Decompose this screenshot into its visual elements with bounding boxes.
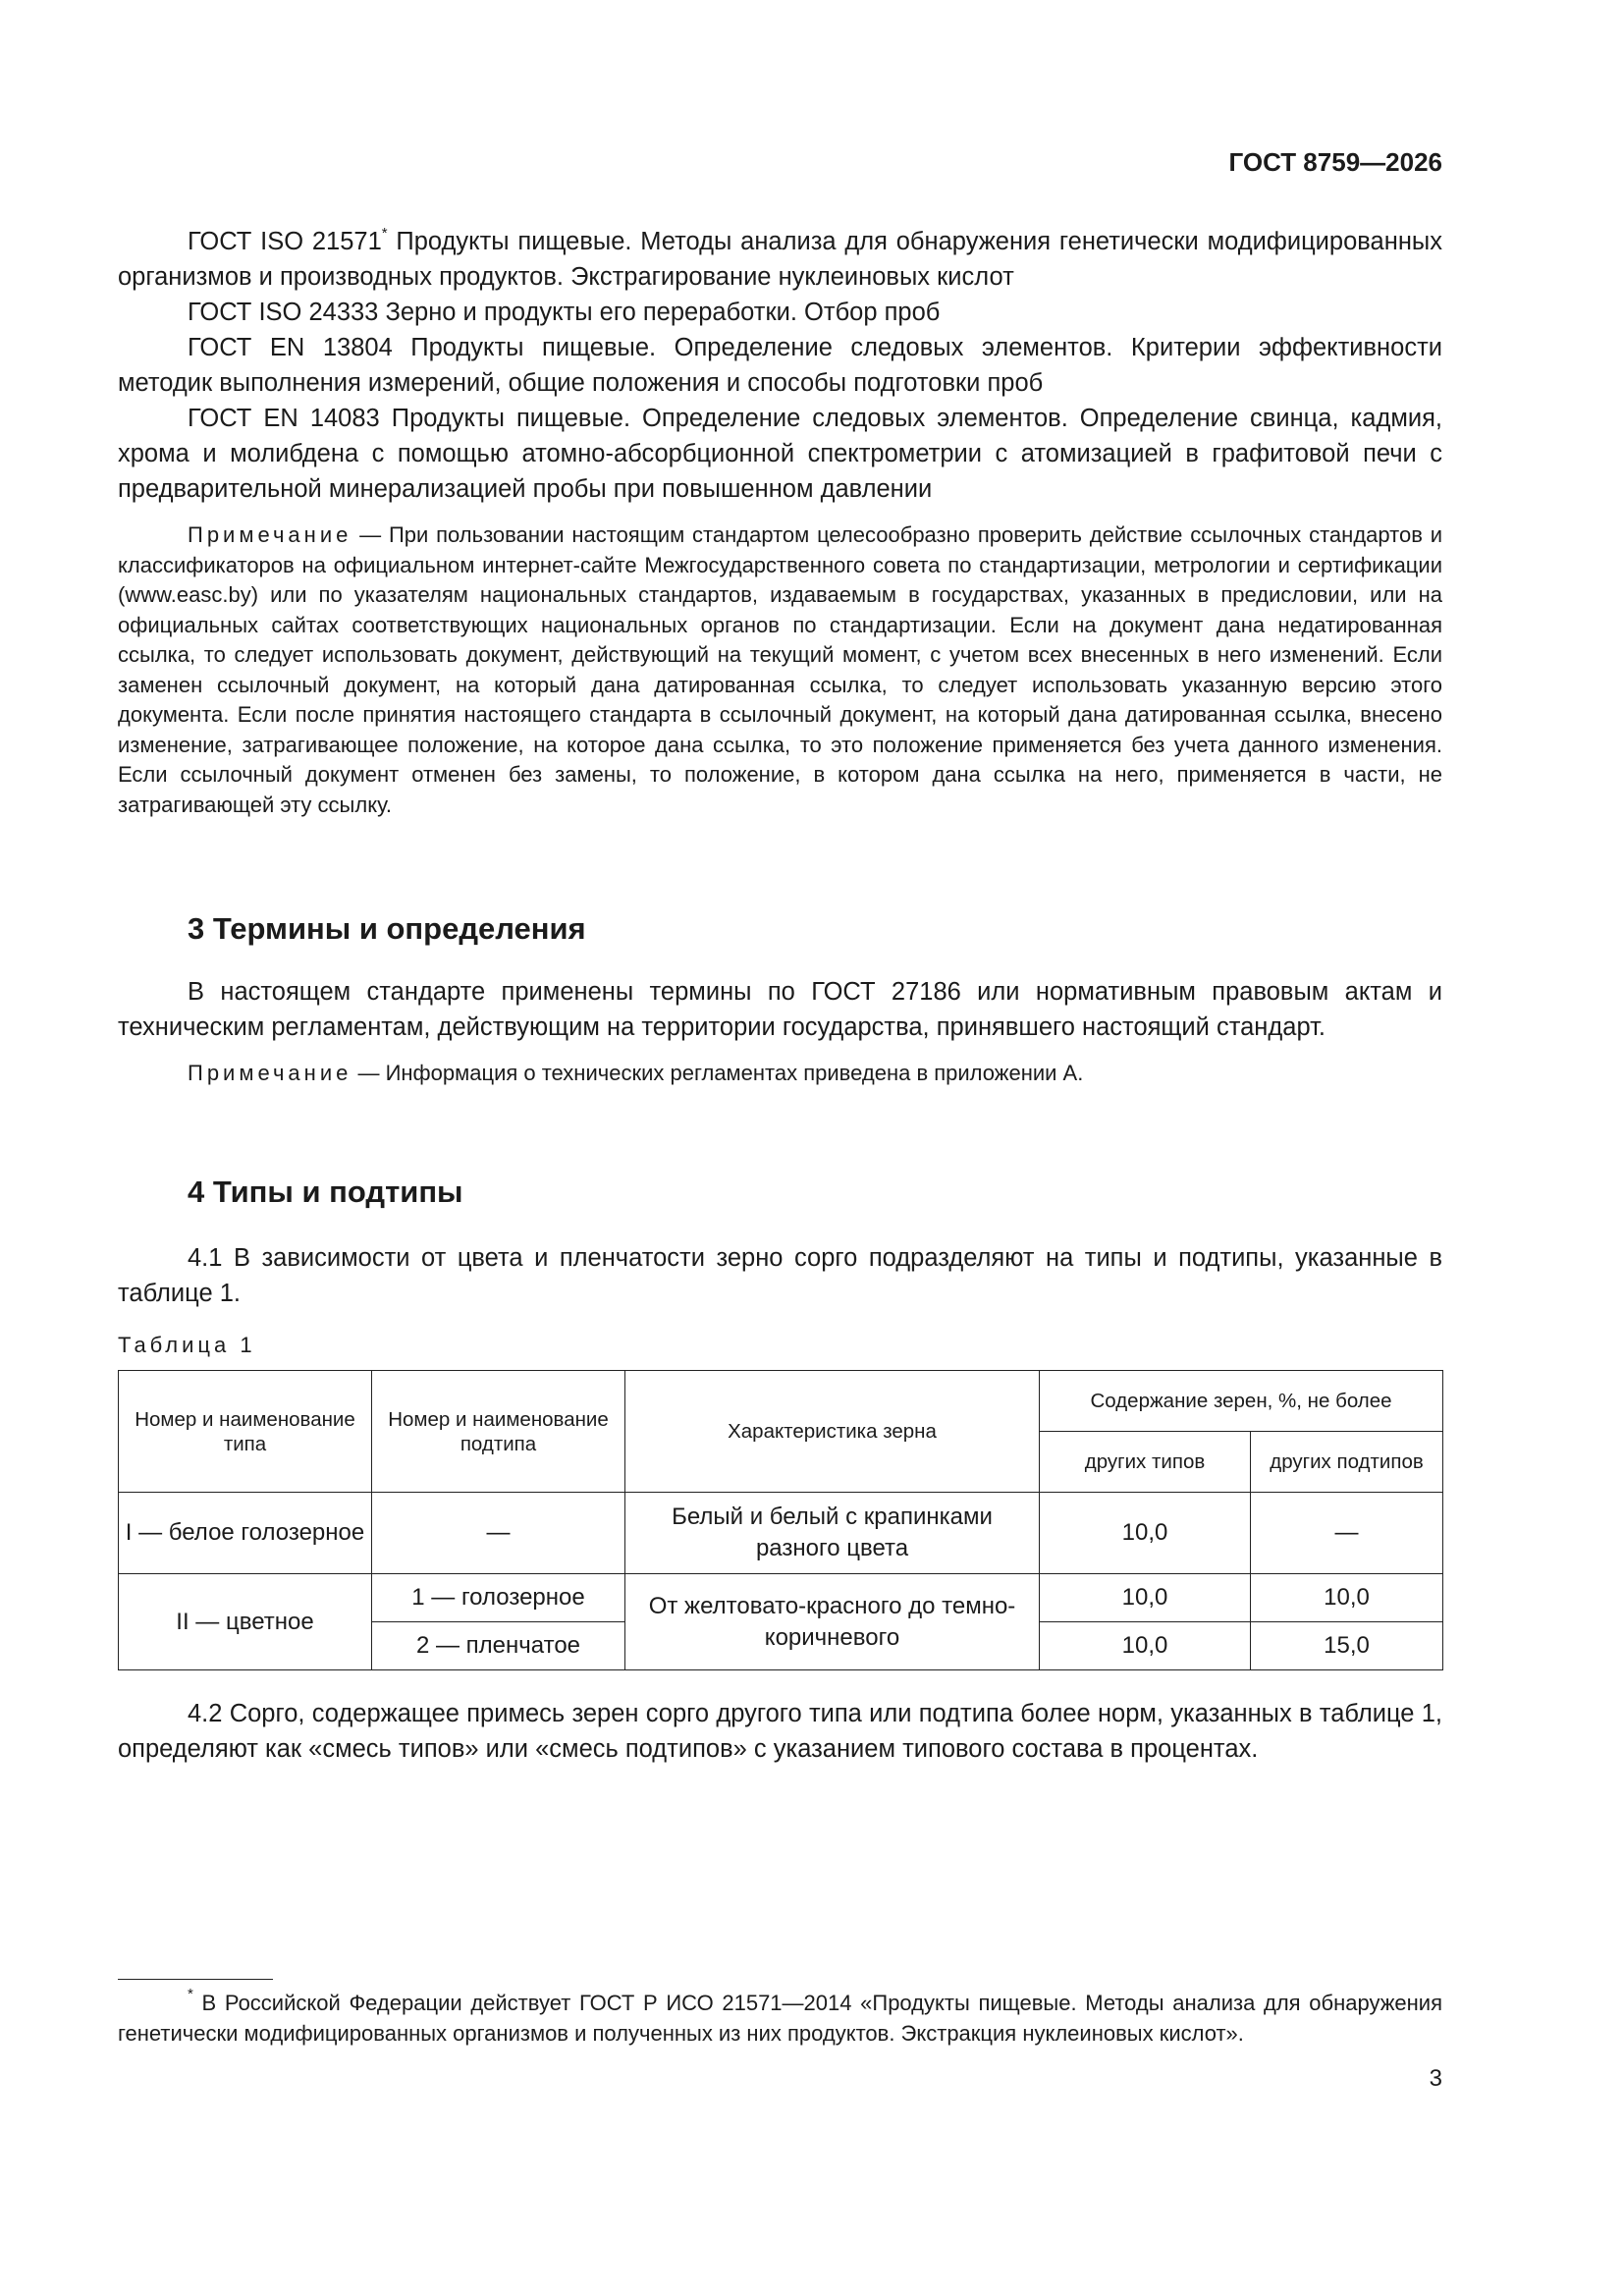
footnote bbox=[118, 1986, 1442, 2049]
note-label: Примечание bbox=[188, 1061, 352, 1085]
note-label: Примечание bbox=[188, 522, 352, 547]
table-caption: Таблица 1 bbox=[118, 1333, 256, 1357]
section-heading: 4 Типы и подтипы bbox=[188, 1175, 463, 1209]
header-cell: других подтипов bbox=[1251, 1432, 1443, 1493]
note-text: — При пользовании настоящим стандартом целесообразно проверить действие ссылочных стандартов и классификаторов на официальном интернет-сайте Межгосударственного совета по стандартизации, метрологии и сертификации (www.easc.by) или по указателям национальных стандартов, издаваемым в государствах, указанных в предисловии, или на официальных сайтах соответствующих национальных органов по стандартизации. Если на документ дана недатированная ссылка, то следует использовать документ, действующий на текущий момент, с учетом всех внесенных в него изменений. Если заменен ссылочный документ, на который дана датированная ссылка, то следует использовать указанную версию этого документа. Если после принятия настоящего стандарта в ссылочный документ, на который дана датированная ссылка, внесено изменение, затрагивающее положение, на которое дана ссылка, то это положение применяется без учета данного изменения. Если ссылочный документ отменен без замены, то положение, в котором дана ссылка на него, применяется в части, не затрагивающей эту ссылку. bbox=[118, 522, 1442, 817]
table-cell: 2 — пленчатое bbox=[372, 1622, 625, 1670]
reference-item: ГОСТ EN 13804 Продукты пищевые. Определение следовых элементов. Критерии эффективности методик выполнения измерений, общие положения и способы подготовки проб bbox=[118, 334, 1442, 397]
table-cell: 10,0 bbox=[1251, 1574, 1443, 1622]
footnote-marker: * bbox=[381, 225, 388, 242]
table-cell: I — белое голозерное bbox=[119, 1493, 372, 1574]
references-list bbox=[118, 224, 1442, 820]
table-cell: 10,0 bbox=[1040, 1493, 1251, 1574]
section-4 bbox=[118, 1175, 1442, 1767]
table-row bbox=[119, 1574, 1443, 1622]
header-cell: других типов bbox=[1040, 1432, 1251, 1493]
footnote-divider bbox=[118, 1979, 273, 1980]
table-cell: — bbox=[372, 1493, 625, 1574]
types-table bbox=[118, 1370, 1443, 1670]
table-cell: 10,0 bbox=[1040, 1574, 1251, 1622]
header-cell: Содержание зерен, %, не более bbox=[1040, 1371, 1443, 1432]
footnote-marker: * bbox=[188, 1986, 193, 2002]
table-cell: 1 — голозерное bbox=[372, 1574, 625, 1622]
section-paragraph: 4.1 В зависимости от цвета и пленчатости зерно сорго подразделяют на типы и подтипы, указанные в таблице 1. bbox=[118, 1244, 1442, 1307]
reference-item bbox=[118, 224, 1442, 295]
reference-item: ГОСТ EN 14083 Продукты пищевые. Определение следовых элементов. Определение свинца, кадмия, хрома и молибдена с помощью атомно-абсорбционной спектрометрии с атомизацией в графитовой печи с предварительной минерализацией пробы при повышенном давлении bbox=[118, 405, 1442, 503]
note-paragraph bbox=[118, 1059, 1442, 1089]
page-number: 3 bbox=[1429, 2065, 1442, 2092]
table-cell: 10,0 bbox=[1040, 1622, 1251, 1670]
table-row bbox=[119, 1493, 1443, 1574]
table-cell: Белый и белый с крапинками разного цвета bbox=[625, 1493, 1040, 1574]
note-text: — Информация о технических регламентах приведена в приложении А. bbox=[352, 1061, 1084, 1085]
header-cell: Номер и наименование типа bbox=[119, 1371, 372, 1493]
reference-text: Продукты пищевые. Методы анализа для обнаружения генетически модифицированных организмов и производных продуктов. Экстрагирование нуклеиновых кислот bbox=[118, 228, 1442, 291]
reference-code: ГОСТ ISO 21571 bbox=[188, 228, 382, 255]
table-cell: 15,0 bbox=[1251, 1622, 1443, 1670]
header-cell: Номер и наименование подтипа bbox=[372, 1371, 625, 1493]
note-paragraph bbox=[118, 520, 1442, 820]
footnote-text: В Российской Федерации действует ГОСТ Р ИСО 21571—2014 «Продукты пищевые. Методы анализа для обнаружения генетически модифицированных организмов и полученных из них продуктов. Экстракция нуклеиновых кислот». bbox=[118, 1991, 1442, 2046]
table-header-row bbox=[119, 1371, 1443, 1432]
reference-item: ГОСТ ISO 24333 Зерно и продукты его переработки. Отбор проб bbox=[188, 299, 941, 326]
section-paragraph: 4.2 Сорго, содержащее примесь зерен сорго другого типа или подтипа более норм, указанных в таблице 1, определяют как «смесь типов» или «смесь подтипов» с указанием типового состава в процентах. bbox=[118, 1700, 1442, 1763]
section-3 bbox=[118, 911, 1442, 1089]
table-cell: — bbox=[1251, 1493, 1443, 1574]
table-cell: От желтовато-красного до темно-коричневого bbox=[625, 1574, 1040, 1670]
document-header: ГОСТ 8759—2026 bbox=[1228, 147, 1442, 177]
header-cell: Характеристика зерна bbox=[625, 1371, 1040, 1493]
section-heading: 3 Термины и определения bbox=[188, 911, 586, 946]
table-cell: II — цветное bbox=[119, 1574, 372, 1670]
section-paragraph: В настоящем стандарте применены термины по ГОСТ 27186 или нормативным правовым актам и техническим регламентам, действующим на территории государства, принявшего настоящий стандарт. bbox=[118, 978, 1442, 1041]
